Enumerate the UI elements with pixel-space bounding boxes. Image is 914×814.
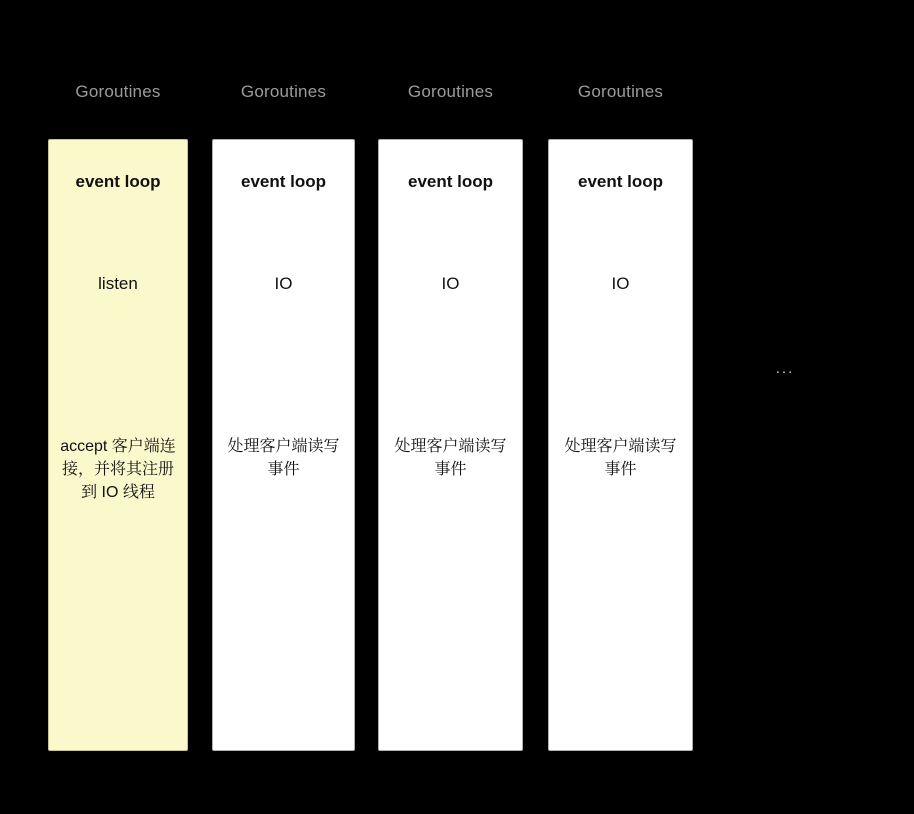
card-title: event loop	[240, 172, 326, 191]
event-loop-card-io-1[interactable]	[212, 139, 355, 751]
column-label: Goroutines	[577, 82, 664, 101]
column-label: Goroutines	[75, 82, 161, 101]
event-loop-card-listen[interactable]	[48, 139, 188, 751]
column-label: Goroutines	[407, 82, 494, 101]
card-role: IO	[274, 274, 293, 293]
card-description: 处理客户端读写事件	[394, 438, 507, 478]
more-columns-ellipsis: ...	[775, 360, 795, 377]
card-role: listen	[98, 274, 138, 293]
card-title: event loop	[577, 172, 663, 191]
card-description: accept 客户端连接，并将其注册到 IO 线程	[60, 438, 176, 501]
card-title: event loop	[75, 172, 161, 191]
card-description: 处理客户端读写事件	[227, 438, 340, 478]
card-description: 处理客户端读写事件	[564, 438, 677, 478]
card-role: IO	[611, 274, 630, 293]
card-title: event loop	[407, 172, 493, 191]
event-loop-card-io-2[interactable]	[378, 139, 523, 751]
card-role: IO	[441, 274, 460, 293]
event-loop-card-io-3[interactable]	[548, 139, 693, 751]
column-label: Goroutines	[240, 82, 327, 101]
